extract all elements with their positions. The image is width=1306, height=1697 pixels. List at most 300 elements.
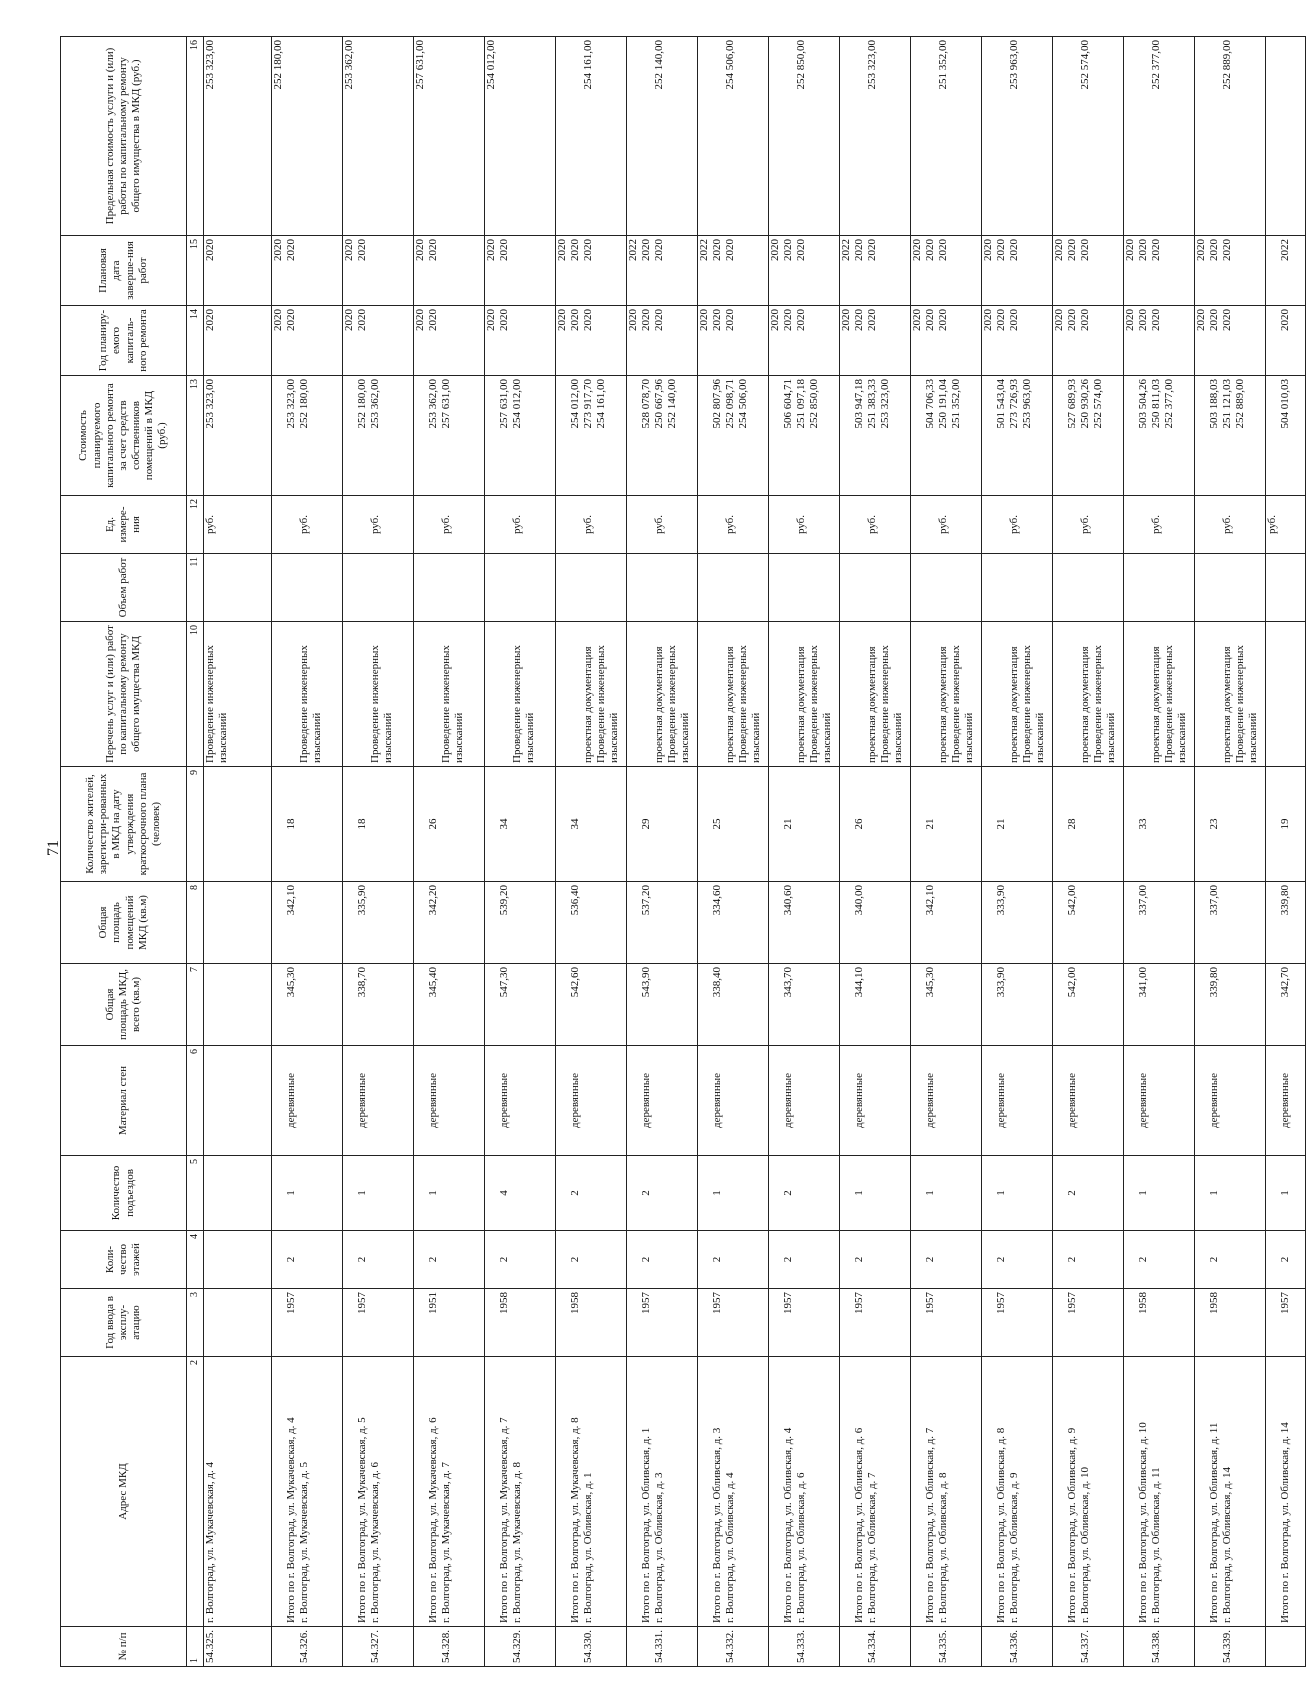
planned-year-cell [769, 306, 840, 376]
unit: руб. [1150, 514, 1162, 535]
unit-cell [556, 496, 627, 554]
cost-cell [272, 376, 343, 496]
address: г. Волгоград, ул. Мукачевская, д. 8 [511, 1462, 523, 1623]
cost-value: 253 963,00 [1021, 379, 1033, 429]
planned-year: 2020 [782, 309, 794, 331]
total-label: Итого по г. Волгоград, ул. Мукачевская, д. 6 [427, 1417, 439, 1623]
work-item: Проведение инженерных изысканий [511, 645, 537, 763]
volume-cell [1266, 554, 1306, 622]
works-cell [982, 622, 1053, 767]
cost-total: 257 631,00 [498, 379, 510, 429]
unit-cell [204, 496, 272, 554]
max-cost-cell [204, 37, 272, 236]
row-number-cell [485, 1627, 556, 1667]
wall-material-cell [911, 1046, 982, 1156]
entrances-count-cell [272, 1156, 343, 1231]
completion-year: 2020 [498, 239, 510, 261]
unit-cell [982, 496, 1053, 554]
cost-value: 250 191,04 [937, 379, 949, 429]
commissioning-year-cell [982, 1289, 1053, 1357]
completion-year-cell [982, 236, 1053, 306]
total-area-cell [343, 964, 414, 1046]
column-number-14: 14 [187, 306, 204, 376]
planned-year-cell [556, 306, 627, 376]
volume-cell [840, 554, 911, 622]
commissioning-year: 1957 [853, 1292, 865, 1314]
cost-value: 254 161,00 [595, 379, 607, 429]
cost-total: 504 010,03 [1279, 379, 1291, 429]
floors-count: 2 [427, 1256, 439, 1263]
max-cost-cell [414, 37, 485, 236]
total-area-cell [1266, 964, 1306, 1046]
table-row [204, 37, 272, 1667]
commissioning-year-cell [698, 1289, 769, 1357]
total-area-cell [982, 964, 1053, 1046]
total-label: Итого по г. Волгоград, ул. Обливская, д. 10 [1137, 1422, 1149, 1623]
volume-cell [982, 554, 1053, 622]
cost-cell [982, 376, 1053, 496]
entrances-count-cell [1053, 1156, 1124, 1231]
unit: руб. [440, 514, 452, 535]
entrances-count-cell [1195, 1156, 1266, 1231]
row-number: 54.337. [1079, 1630, 1091, 1663]
column-header-9: Количество жителей, зарегистри-рованных в МКД на дату утверждения краткосрочного плана (человек) [61, 767, 187, 882]
work-item: проектная документация [653, 646, 665, 763]
premises-area: 335,90 [356, 885, 368, 916]
wall-material-cell [840, 1046, 911, 1156]
address-cell [556, 1357, 627, 1627]
row-number-cell [627, 1627, 698, 1667]
wall-material: деревянные [1066, 1072, 1078, 1129]
column-header-16: Предельная стоимость услуги и (или) работы по капитальному ремонту общего имущества в МКД (руб.) [61, 37, 187, 236]
residents-count: 23 [1208, 818, 1220, 830]
row-number-cell [982, 1627, 1053, 1667]
premises-area-cell [204, 882, 272, 964]
completion-year-cell [556, 236, 627, 306]
wall-material: деревянные [356, 1072, 368, 1129]
residents-count: 18 [356, 818, 368, 830]
works-cell [204, 622, 272, 767]
total-area-cell [204, 964, 272, 1046]
completion-year: 2020 [1124, 239, 1136, 261]
work-item: Проведение инженерных изысканий [204, 645, 230, 763]
row-number-cell [414, 1627, 485, 1667]
table-row [272, 37, 343, 1667]
cost-total: 504 706,33 [924, 379, 936, 429]
planned-year: 2020 [911, 309, 923, 331]
max-cost: 252 889,00 [1221, 40, 1233, 90]
premises-area: 339,80 [1279, 885, 1291, 916]
column-number-row [187, 37, 204, 1667]
total-area-cell [1195, 964, 1266, 1046]
planned-year: 2020 [1008, 309, 1020, 331]
commissioning-year-cell [1195, 1289, 1266, 1357]
cost-total: 528 078,70 [640, 379, 652, 429]
volume-cell [204, 554, 272, 622]
cost-value: 273 917,70 [582, 379, 594, 429]
max-cost: 253 323,00 [866, 40, 878, 90]
cost-cell [1195, 376, 1266, 496]
address: г. Волгоград, ул. Обливская, д. 7 [866, 1472, 878, 1623]
work-item: Проведение инженерных изысканий [595, 645, 621, 763]
entrances-count: 1 [285, 1190, 297, 1196]
row-number: 54.327. [369, 1630, 381, 1663]
unit-cell [1053, 496, 1124, 554]
commissioning-year-cell [485, 1289, 556, 1357]
total-area: 345,30 [285, 967, 297, 998]
total-label: Итого по г. Волгоград, ул. Обливская, д. 14 [1279, 1422, 1291, 1623]
commissioning-year-cell [204, 1289, 272, 1357]
planned-year: 2020 [498, 309, 510, 331]
total-area: 344,10 [853, 967, 865, 998]
planned-year: 2020 [414, 309, 426, 331]
max-cost-cell [343, 37, 414, 236]
entrances-count-cell [627, 1156, 698, 1231]
entrances-count: 1 [924, 1190, 936, 1196]
total-area-cell [911, 964, 982, 1046]
completion-year-cell [627, 236, 698, 306]
column-header-11: Объем работ [61, 554, 187, 622]
floors-count: 2 [711, 1256, 723, 1263]
completion-year: 2020 [711, 239, 723, 261]
planned-year-cell [1195, 306, 1266, 376]
total-area-cell [556, 964, 627, 1046]
completion-year: 2020 [1079, 239, 1091, 261]
unit-cell [414, 496, 485, 554]
works-cell [343, 622, 414, 767]
repair-plan-table [60, 36, 1306, 1667]
premises-area-cell [982, 882, 1053, 964]
residents-count: 34 [569, 818, 581, 830]
floors-count: 2 [640, 1256, 652, 1263]
total-area: 342,70 [1279, 967, 1291, 998]
floors-count-cell [1266, 1231, 1306, 1289]
max-cost: 253 963,00 [1008, 40, 1020, 90]
cost-cell [698, 376, 769, 496]
volume-cell [1053, 554, 1124, 622]
planned-year-cell [343, 306, 414, 376]
residents-count-cell [627, 767, 698, 882]
work-item: проектная документация [795, 646, 807, 763]
unit: руб. [369, 514, 381, 535]
entrances-count-cell [769, 1156, 840, 1231]
cost-value: 252 140,00 [666, 379, 678, 429]
cost-cell [1124, 376, 1195, 496]
completion-year: 2020 [356, 239, 368, 261]
unit-cell [272, 496, 343, 554]
floors-count-cell [556, 1231, 627, 1289]
volume-cell [343, 554, 414, 622]
floors-count-cell [627, 1231, 698, 1289]
work-item: Проведение инженерных изысканий [1021, 645, 1047, 763]
entrances-count: 2 [782, 1190, 794, 1196]
address-cell [840, 1357, 911, 1627]
table-row [840, 37, 911, 1667]
row-number-cell [1053, 1627, 1124, 1667]
cost-total: 503 188,03 [1208, 379, 1220, 429]
row-number-cell [556, 1627, 627, 1667]
column-number-4: 4 [187, 1231, 204, 1289]
completion-year: 2020 [795, 239, 807, 261]
column-header-7: Общая площадь МКД, всего (кв.м) [61, 964, 187, 1046]
work-item: Проведение инженерных изысканий [298, 645, 324, 763]
planned-year: 2020 [272, 309, 284, 331]
commissioning-year: 1951 [427, 1292, 439, 1314]
entrances-count: 4 [498, 1190, 510, 1196]
table-row [627, 37, 698, 1667]
entrances-count: 1 [853, 1190, 865, 1196]
column-header-1: № п/п [61, 1627, 187, 1667]
completion-year-cell [840, 236, 911, 306]
address: г. Волгоград, ул. Обливская, д. 10 [1079, 1466, 1091, 1623]
completion-year: 2020 [782, 239, 794, 261]
work-item: проектная документация [1221, 646, 1233, 763]
column-header-5: Количество подъездов [61, 1156, 187, 1231]
premises-area: 537,20 [640, 885, 652, 916]
table-row [1124, 37, 1195, 1667]
wall-material [204, 1049, 217, 1152]
max-cost-cell [911, 37, 982, 236]
cost-value: 252 850,00 [808, 379, 820, 429]
total-area-cell [769, 964, 840, 1046]
wall-material: деревянные [498, 1072, 510, 1129]
cost-cell [414, 376, 485, 496]
unit: руб. [724, 514, 736, 535]
row-number: 54.338. [1150, 1630, 1162, 1663]
floors-count-cell [343, 1231, 414, 1289]
floors-count: 2 [1279, 1256, 1291, 1263]
commissioning-year: 1957 [924, 1292, 936, 1314]
row-number: 54.336. [1008, 1630, 1020, 1663]
completion-year-cell [1053, 236, 1124, 306]
entrances-count-cell [485, 1156, 556, 1231]
column-number-7: 7 [187, 964, 204, 1046]
works-cell [911, 622, 982, 767]
entrances-count: 1 [711, 1190, 723, 1196]
wall-material: деревянные [1208, 1072, 1220, 1129]
cost-total: 503 947,18 [853, 379, 865, 429]
floors-count-cell [204, 1231, 272, 1289]
cost-value: 251 121,03 [1221, 379, 1233, 429]
volume-cell [1195, 554, 1266, 622]
completion-year: 2020 [1208, 239, 1220, 261]
entrances-count-cell [911, 1156, 982, 1231]
floors-count: 2 [498, 1256, 510, 1263]
premises-area [204, 885, 217, 960]
wall-material: деревянные [995, 1072, 1007, 1129]
floors-count: 2 [356, 1256, 368, 1263]
max-cost-cell [485, 37, 556, 236]
cost-total: 502 807,96 [711, 379, 723, 429]
cost-total: 501 543,04 [995, 379, 1007, 429]
column-number-10: 10 [187, 622, 204, 767]
table-row [556, 37, 627, 1667]
table-row [485, 37, 556, 1667]
total-area-cell [485, 964, 556, 1046]
total-label: Итого по г. Волгоград, ул. Обливская, д. 8 [995, 1427, 1007, 1623]
unit: руб. [866, 514, 878, 535]
completion-year-cell [343, 236, 414, 306]
residents-count-cell [272, 767, 343, 882]
completion-year: 2020 [1150, 239, 1162, 261]
total-area-cell [840, 964, 911, 1046]
row-number: 54.335. [937, 1630, 949, 1663]
cost-cell [769, 376, 840, 496]
residents-count: 34 [498, 818, 510, 830]
commissioning-year-cell [272, 1289, 343, 1357]
row-number-cell [204, 1627, 272, 1667]
wall-material-cell [1195, 1046, 1266, 1156]
volume-cell [272, 554, 343, 622]
premises-area-cell [1266, 882, 1306, 964]
planned-year-cell [414, 306, 485, 376]
premises-area-cell [1053, 882, 1124, 964]
completion-year: 2020 [924, 239, 936, 261]
row-number-cell [1124, 1627, 1195, 1667]
cost-total: 252 180,00 [356, 379, 368, 429]
work-item: Проведение инженерных изысканий [1092, 645, 1118, 763]
cost-cell [556, 376, 627, 496]
completion-year: 2020 [1066, 239, 1078, 261]
residents-count-cell [698, 767, 769, 882]
table-row [769, 37, 840, 1667]
column-header-8: Общая площадь помещений МКД (кв.м) [61, 882, 187, 964]
cost-value: 252 889,00 [1234, 379, 1246, 429]
completion-year: 2020 [204, 239, 216, 261]
wall-material-cell [1124, 1046, 1195, 1156]
planned-year: 2020 [924, 309, 936, 331]
premises-area-cell [1195, 882, 1266, 964]
total-area: 333,90 [995, 967, 1007, 998]
row-number: 54.326. [298, 1630, 310, 1663]
floors-count [204, 1234, 217, 1285]
planned-year-cell [911, 306, 982, 376]
planned-year: 2020 [711, 309, 723, 331]
completion-year-cell [698, 236, 769, 306]
table-row [982, 37, 1053, 1667]
planned-year: 2020 [653, 309, 665, 331]
column-number-1: 1 [187, 1627, 204, 1667]
completion-year: 2020 [937, 239, 949, 261]
column-number-16: 16 [187, 37, 204, 236]
floors-count: 2 [924, 1256, 936, 1263]
column-number-8: 8 [187, 882, 204, 964]
cost-cell [343, 376, 414, 496]
address: г. Волгоград, ул. Обливская, д. 9 [1008, 1472, 1020, 1623]
volume-cell [911, 554, 982, 622]
residents-count-cell [556, 767, 627, 882]
work-item: Проведение инженерных изысканий [1163, 645, 1189, 763]
max-cost: 252 377,00 [1150, 40, 1162, 90]
unit-cell [1266, 496, 1306, 554]
works-cell [1266, 622, 1306, 767]
address: г. Волгоград, ул. Обливская, д. 8 [937, 1472, 949, 1623]
commissioning-year: 1957 [285, 1292, 297, 1314]
entrances-count-cell [343, 1156, 414, 1231]
wall-material-cell [1266, 1046, 1306, 1156]
entrances-count-cell [1124, 1156, 1195, 1231]
residents-count: 19 [1279, 818, 1291, 830]
cost-value: 250 667,96 [653, 379, 665, 429]
works-cell [840, 622, 911, 767]
completion-year: 2020 [1053, 239, 1065, 261]
total-label: Итого по г. Волгоград, ул. Обливская, д. 11 [1208, 1422, 1220, 1623]
total-area-cell [272, 964, 343, 1046]
unit: руб. [298, 514, 310, 535]
premises-area-cell [343, 882, 414, 964]
address-cell [1124, 1357, 1195, 1627]
total-label: Итого по г. Волгоград, ул. Мукачевская, д. 8 [569, 1417, 581, 1623]
header-row [61, 37, 187, 1667]
works-cell [556, 622, 627, 767]
planned-year: 2020 [1221, 309, 1233, 331]
residents-count: 18 [285, 818, 297, 830]
wall-material: деревянные [427, 1072, 439, 1129]
address-cell [414, 1357, 485, 1627]
max-cost-cell [840, 37, 911, 236]
table-row [1053, 37, 1124, 1667]
completion-year: 2020 [285, 239, 297, 261]
address-cell [343, 1357, 414, 1627]
residents-count: 28 [1066, 818, 1078, 830]
work-item: Проведение инженерных изысканий [737, 645, 763, 763]
entrances-count: 1 [1208, 1190, 1220, 1196]
works-cell [627, 622, 698, 767]
planned-year-cell [698, 306, 769, 376]
cost-total: 253 362,00 [427, 379, 439, 429]
work-item: проектная документация [1008, 646, 1020, 763]
residents-count: 33 [1137, 818, 1149, 830]
cost-value: 252 098,71 [724, 379, 736, 429]
entrances-count: 2 [640, 1190, 652, 1196]
floors-count-cell [1195, 1231, 1266, 1289]
residents-count-cell [343, 767, 414, 882]
residents-count-cell [204, 767, 272, 882]
commissioning-year: 1957 [782, 1292, 794, 1314]
planned-year: 2020 [1053, 309, 1065, 331]
row-number-cell [1266, 1627, 1306, 1667]
floors-count: 2 [995, 1256, 1007, 1263]
planned-year: 2020 [937, 309, 949, 331]
volume-cell [698, 554, 769, 622]
cost-total: 253 323,00 [285, 379, 297, 429]
row-number: 54.329. [511, 1630, 523, 1663]
address: г. Волгоград, ул. Обливская, д. 3 [653, 1472, 665, 1623]
completion-year: 2020 [982, 239, 994, 261]
floors-count-cell [982, 1231, 1053, 1289]
planned-year-cell [204, 306, 272, 376]
planned-year: 2020 [982, 309, 994, 331]
unit-cell [769, 496, 840, 554]
total-area-cell [698, 964, 769, 1046]
wall-material-cell [556, 1046, 627, 1156]
total-label: Итого по г. Волгоград, ул. Обливская, д. 3 [711, 1427, 723, 1623]
residents-count-cell [485, 767, 556, 882]
address: г. Волгоград, ул. Обливская, д. 4 [724, 1472, 736, 1623]
entrances-count: 1 [356, 1190, 368, 1196]
max-cost-cell [769, 37, 840, 236]
commissioning-year-cell [1266, 1289, 1306, 1357]
address-cell [982, 1357, 1053, 1627]
max-cost: 252 850,00 [795, 40, 807, 90]
max-cost: 252 140,00 [653, 40, 665, 90]
premises-area-cell [414, 882, 485, 964]
final-total-row [1266, 37, 1306, 1667]
residents-count-cell [1124, 767, 1195, 882]
unit: руб. [582, 514, 594, 535]
entrances-count-cell [204, 1156, 272, 1231]
premises-area: 337,00 [1208, 885, 1220, 916]
